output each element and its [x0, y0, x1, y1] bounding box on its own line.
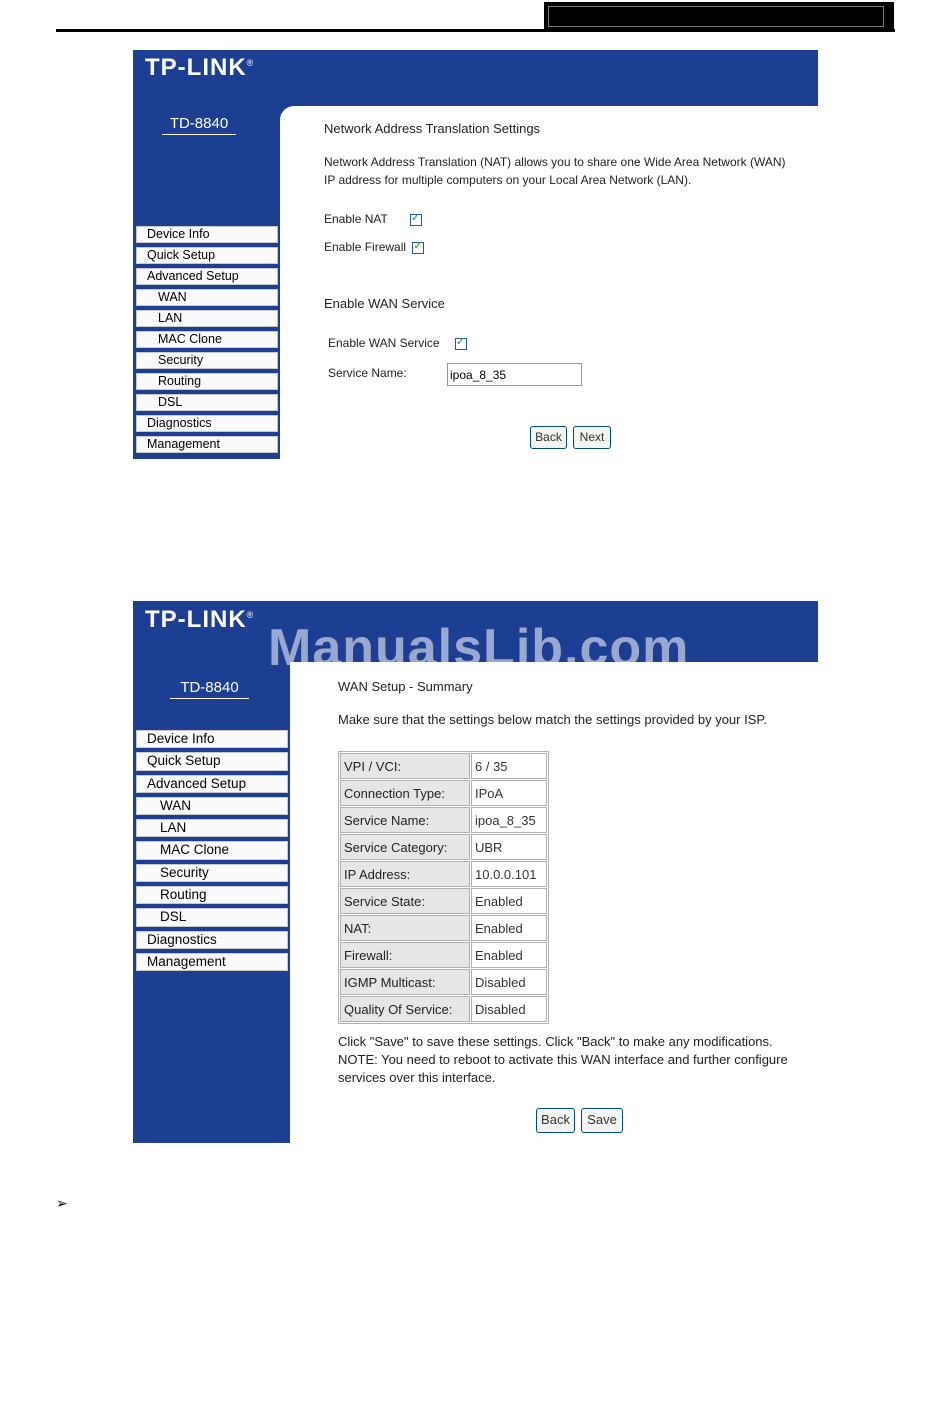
wan-summary-screenshot [133, 601, 818, 1143]
model-name: TD-8840 [162, 115, 236, 135]
sidebar-item-security[interactable]: Security [136, 352, 278, 369]
page-header-box [544, 2, 894, 29]
sidebar-item-advanced-setup[interactable]: Advanced Setup [136, 268, 278, 285]
watermark: ManualsLib.com [268, 619, 690, 677]
row-label: Service State: [340, 888, 470, 914]
table-row [340, 780, 547, 806]
sidebar-item-security[interactable]: Security [136, 864, 288, 882]
row-label: Service Category: [340, 834, 470, 860]
page-header-box-inner [548, 6, 884, 27]
save-button[interactable]: Save [581, 1108, 623, 1133]
back-button[interactable]: Back [530, 426, 567, 449]
row-label: VPI / VCI: [340, 753, 470, 779]
row-value: 6 / 35 [471, 753, 547, 779]
sidebar-item-mac-clone[interactable]: MAC Clone [136, 841, 288, 859]
table-row [340, 942, 547, 968]
sidebar-item-management[interactable]: Management [136, 953, 288, 971]
service-name-input[interactable] [447, 363, 582, 386]
enable-nat-checkbox[interactable] [410, 214, 422, 226]
tp-link-logo [145, 606, 254, 634]
table-row [340, 969, 547, 995]
row-label: Firewall: [340, 942, 470, 968]
nat-description-line2: IP address for multiple computers on your Local Area Network (LAN). [324, 173, 692, 187]
sidebar-item-diagnostics[interactable]: Diagnostics [136, 931, 288, 949]
page-title: Network Address Translation Settings [324, 121, 541, 136]
row-value: Disabled [471, 969, 547, 995]
summary-intro: Make sure that the settings below match the settings provided by your ISP. [338, 712, 767, 727]
wan-service-heading: Enable WAN Service [324, 296, 445, 311]
nat-content [324, 121, 814, 189]
row-value: IPoA [471, 780, 547, 806]
header-banner [133, 50, 818, 106]
enable-wan-service-label: Enable WAN Service [328, 336, 440, 350]
content-corner-round [280, 106, 308, 134]
enable-wan-service-checkbox[interactable] [455, 338, 467, 350]
sidebar-item-dsl[interactable]: DSL [136, 394, 278, 411]
row-value: Disabled [471, 996, 547, 1022]
row-label: Quality Of Service: [340, 996, 470, 1022]
sidebar-item-lan[interactable]: LAN [136, 310, 278, 327]
sidebar-item-mac-clone[interactable]: MAC Clone [136, 331, 278, 348]
row-label: Service Name: [340, 807, 470, 833]
sidebar-item-device-info[interactable]: Device Info [136, 730, 288, 748]
logo-text: TP-LINK [145, 54, 247, 81]
nat-description-line1: Network Address Translation (NAT) allows you to share one Wide Area Network (WAN) [324, 155, 786, 169]
model-name: TD-8840 [170, 679, 249, 699]
enable-nat-label: Enable NAT [324, 212, 388, 226]
sidebar-item-quick-setup[interactable]: Quick Setup [136, 247, 278, 264]
service-name-label: Service Name: [328, 366, 407, 380]
enable-firewall-label: Enable Firewall [324, 240, 407, 254]
enable-nat-row [324, 212, 422, 226]
sidebar-item-advanced-setup[interactable]: Advanced Setup [136, 775, 288, 793]
table-row [340, 753, 547, 779]
sidebar-item-wan[interactable]: WAN [136, 289, 278, 306]
sidebar [133, 662, 290, 1143]
row-value: UBR [471, 834, 547, 860]
sidebar-item-routing[interactable]: Routing [136, 886, 288, 904]
row-label: IGMP Multicast: [340, 969, 470, 995]
enable-firewall-row [324, 240, 424, 254]
wan-service-section [324, 296, 445, 311]
row-value: Enabled [471, 888, 547, 914]
summary-note [338, 1033, 813, 1087]
table-row [340, 996, 547, 1022]
logo-text: TP-LINK [145, 606, 247, 633]
back-button[interactable]: Back [536, 1108, 575, 1133]
sidebar-item-lan[interactable]: LAN [136, 819, 288, 837]
enable-wan-service-row [328, 336, 467, 350]
sidebar-item-diagnostics[interactable]: Diagnostics [136, 415, 278, 432]
note-line3: services over this interface. [338, 1070, 496, 1085]
sidebar [133, 106, 280, 459]
next-button[interactable]: Next [573, 426, 611, 449]
sidebar-item-dsl[interactable]: DSL [136, 908, 288, 926]
table-row [340, 834, 547, 860]
nat-settings-screenshot [133, 50, 818, 459]
sidebar-item-device-info[interactable]: Device Info [136, 226, 278, 243]
summary-table [338, 751, 549, 1024]
sidebar-nav [136, 226, 278, 457]
row-label: IP Address: [340, 861, 470, 887]
row-label: NAT: [340, 915, 470, 941]
note-line2: NOTE: You need to reboot to activate this WAN interface and further configure [338, 1052, 788, 1067]
bullet-arrow-icon: ➢ [56, 1196, 68, 1212]
row-value: ipoa_8_35 [471, 807, 547, 833]
trademark-mark: ® [246, 58, 255, 68]
service-name-row [328, 366, 407, 380]
table-row [340, 888, 547, 914]
summary-content [338, 679, 813, 729]
row-label: Connection Type: [340, 780, 470, 806]
row-value: 10.0.0.101 [471, 861, 547, 887]
page-title: WAN Setup - Summary [338, 679, 473, 694]
row-value: Enabled [471, 942, 547, 968]
sidebar-item-wan[interactable]: WAN [136, 797, 288, 815]
table-row [340, 807, 547, 833]
table-row [340, 861, 547, 887]
enable-firewall-checkbox[interactable] [412, 242, 424, 254]
trademark-mark: ® [246, 610, 255, 620]
sidebar-item-routing[interactable]: Routing [136, 373, 278, 390]
sidebar-item-quick-setup[interactable]: Quick Setup [136, 752, 288, 770]
page-header-rule [56, 29, 895, 32]
tp-link-logo [145, 54, 254, 82]
sidebar-item-management[interactable]: Management [136, 436, 278, 453]
note-line1: Click "Save" to save these settings. Click "Back" to make any modifications. [338, 1034, 773, 1049]
row-value: Enabled [471, 915, 547, 941]
table-row [340, 915, 547, 941]
sidebar-nav [136, 730, 288, 975]
